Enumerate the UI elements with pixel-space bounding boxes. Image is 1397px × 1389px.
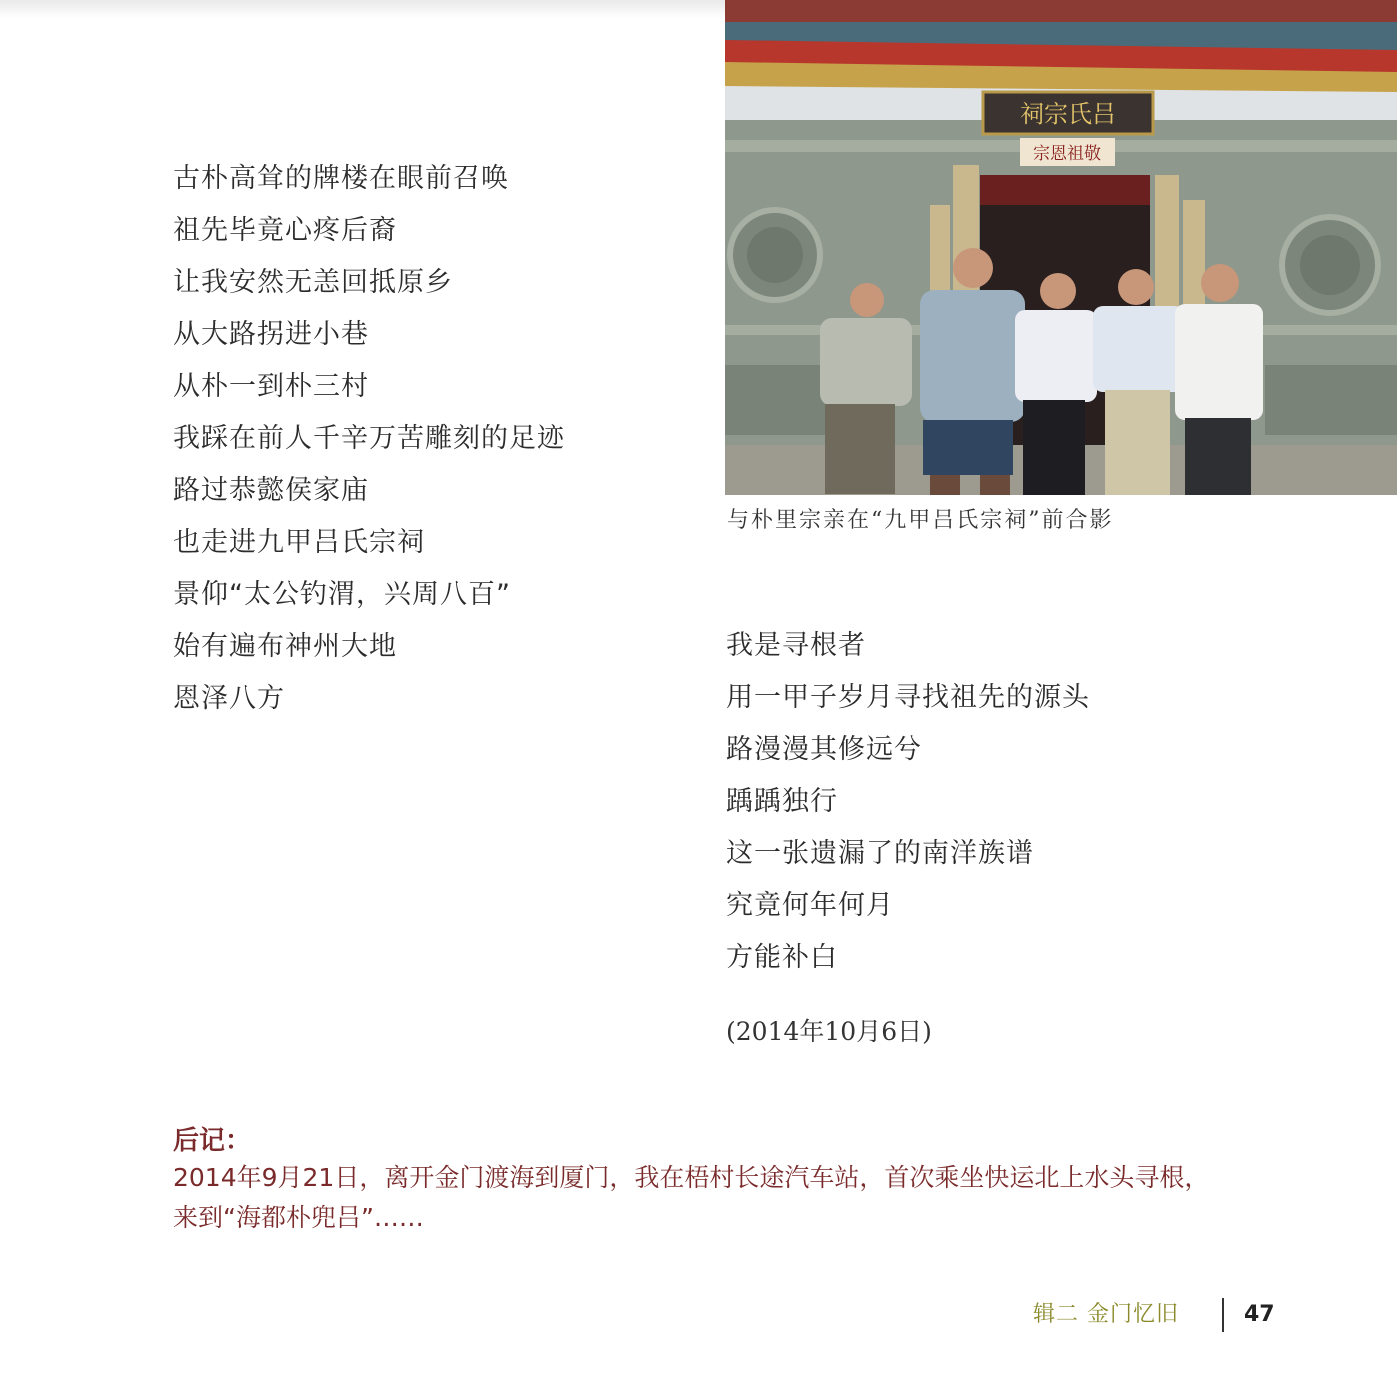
poem-line: 从朴一到朴三村 xyxy=(173,371,369,402)
footer-divider xyxy=(1222,1298,1224,1332)
photo-caption: 与朴里宗亲在“九甲吕氏宗祠”前合影 xyxy=(727,508,1114,533)
page-number: 47 xyxy=(1244,1302,1275,1327)
poem-line: 也走进九甲吕氏宗祠 xyxy=(173,527,425,558)
footer-section-title: 辑二 金门忆旧 xyxy=(1033,1302,1179,1327)
poem-line: 从大路拐进小巷 xyxy=(173,319,369,350)
poem-line: 路过恭懿侯家庙 xyxy=(173,475,369,506)
poem-line: 让我安然无恙回抵原乡 xyxy=(173,267,453,298)
sub-plaque-text: 宗恩祖敬 xyxy=(1033,144,1101,164)
poem-line: 我是寻根者 xyxy=(726,630,866,661)
poem-right-column xyxy=(726,620,1090,984)
poem-line: 踽踽独行 xyxy=(726,786,838,817)
poem-line: 古朴高耸的牌楼在眼前召唤 xyxy=(173,163,509,194)
poem-line: 这一张遗漏了的南洋族谱 xyxy=(726,838,1034,869)
poem-line: 景仰“太公钓渭，兴周八百” xyxy=(173,579,511,610)
ancestral-hall-photo xyxy=(725,0,1397,495)
plaque-text: 祠宗氏吕 xyxy=(1020,100,1116,128)
postscript-body: 2014年9月21日，离开金门渡海到厦门，我在梧村长途汽车站，首次乘坐快运北上水头寻根，来到“海都朴兜吕”…… xyxy=(173,1163,1210,1232)
poem-line: 祖先毕竟心疼后裔 xyxy=(173,215,397,246)
poem-line: 恩泽八方 xyxy=(173,683,285,714)
postscript-title: 后记： xyxy=(173,1126,252,1156)
poem-line: 始有遍布神州大地 xyxy=(173,631,397,662)
poem-line: 用一甲子岁月寻找祖先的源头 xyxy=(726,682,1090,713)
poem-left-column xyxy=(173,153,565,725)
poem-line: 究竟何年何月 xyxy=(726,890,894,921)
poem-line: 路漫漫其修远兮 xyxy=(726,734,922,765)
top-page-shade xyxy=(0,0,725,18)
poem-date: (2014年10月6日) xyxy=(726,1017,932,1046)
poem-line: 方能补白 xyxy=(726,942,838,973)
poem-line: 我踩在前人千辛万苦雕刻的足迹 xyxy=(173,423,565,454)
